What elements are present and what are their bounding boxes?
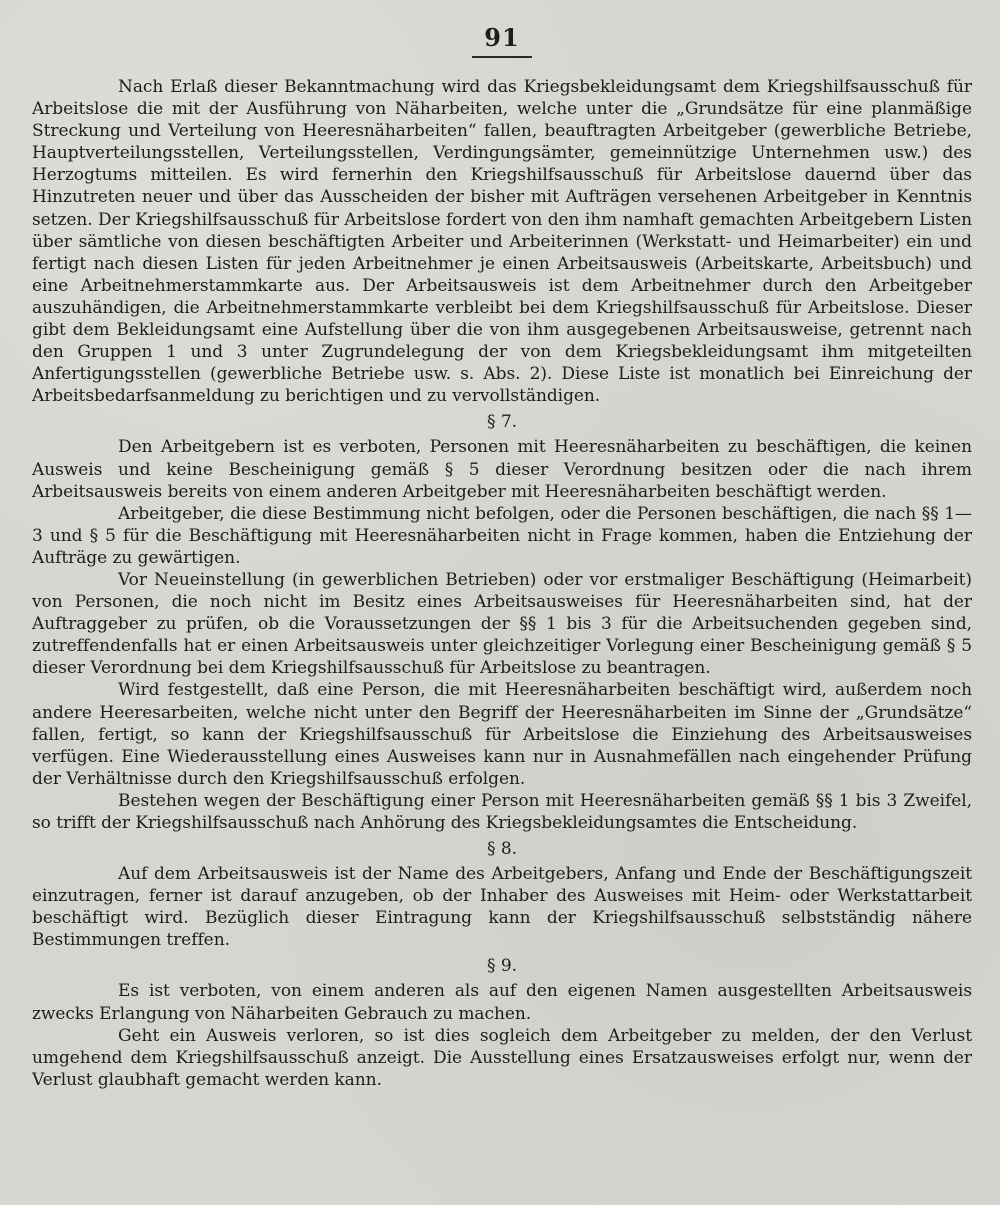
section-7-paragraph-2: Arbeitgeber, die diese Bestimmung nicht befolgen, oder die Personen beschäftigen, die nach §§ 1—3 und § 5 für die Beschäftigung mit Heeresnäharbeiten nicht in Frage kommen, haben die Entziehung der Aufträge zu gewärtigen.	[32, 503, 972, 568]
section-9-paragraph-2: Geht ein Ausweis verloren, so ist dies sogleich dem Arbeitgeber zu melden, der den Verlust umgehend dem Kriegshilfsausschuß anzeigt. Die Ausstellung eines Ersatzausweises erfolgt nur, wenn der Verlust glaubhaft gemacht werden kann.	[32, 1025, 972, 1090]
section-7-paragraph-1: Den Arbeitgebern ist es verboten, Personen mit Heeresnäharbeiten zu beschäftigen, die keinen Ausweis und keine Bescheinigung gemäß § 5 dieser Verordnung besitzen oder die nach ihrem Arbeitsausweis bereits von einem anderen Arbeitgeber mit Heeresnäharbeiten beschäftigt werden.	[32, 437, 972, 502]
page-header	[32, 24, 972, 64]
section-7-paragraph-3: Vor Neueinstellung (in gewerblichen Betrieben) oder vor erstmaliger Beschäftigung (Heimarbeit) von Personen, die noch nicht im Besitz eines Arbeitsausweises für Heeresnäharbeiten sind, hat der Auftraggeber zu prüfen, ob die Voraussetzungen der §§ 1 bis 3 für die Arbeitsuchenden gegeben sind, zutreffendenfalls hat er einen Arbeitsausweis unter gleichzeitiger Vorlegung einer Bescheinigung gemäß § 5 dieser Verordnung bei dem Kriegshilfsausschuß für Arbeitslose zu beantragen.	[32, 569, 972, 679]
section-8-title: § 8.	[487, 839, 517, 860]
section-9-title: § 9.	[487, 956, 517, 977]
section-8-paragraph-1: Auf dem Arbeitsausweis ist der Name des Arbeitgebers, Anfang und Ende der Beschäftigungszeit einzutragen, ferner ist darauf anzugeben, ob der Inhaber des Ausweises mit Heim- oder Werkstattarbeit beschäftigt wird. Bezüglich dieser Eintragung kann der Kriegshilfsausschuß selbstständig nähere Bestimmungen treffen.	[32, 864, 972, 951]
intro-paragraph: Nach Erlaß dieser Bekanntmachung wird das Kriegsbekleidungsamt dem Kriegshilfsausschuß für Arbeitslose die mit der Ausführung von Näharbeiten, welche unter die „Grundsätze für eine planmäßige Streckung und Verteilung von Heeresnäharbeiten“ fallen, beauftragten Arbeitgeber (gewerbliche Betriebe, Hauptverteilungsstellen, Verteilungsstellen, Verdingungsämter, gemeinnützige Unternehmen usw.) des Herzogtums mitteilen. Es wird fernerhin den Kriegshilfsausschuß für Arbeitslose dauernd über das Hinzutreten neuer und über das Ausscheiden der bisher mit Aufträgen versehenen Arbeitgeber in Kenntnis setzen. Der Kriegshilfsausschuß für Arbeitslose fordert von den ihm namhaft gemachten Arbeitgebern Listen über sämtliche von diesen beschäftigten Arbeiter und Arbeiterinnen (Werkstatt- und Heimarbeiter) ein und fertigt nach diesen Listen für jeden Arbeitnehmer je einen Arbeitsausweis (Arbeitskarte, Arbeitsbuch) und eine Arbeitnehmerstammkarte aus. Der Arbeitsausweis ist dem Arbeitnehmer durch den Arbeitgeber auszuhändigen, die Arbeitnehmerstammkarte verbleibt bei dem Kriegshilfsausschuß für Arbeitslose. Dieser gibt dem Bekleidungsamt eine Aufstellung über die von ihm ausgegebenen Arbeitsausweise, getrennt nach den Gruppen 1 und 3 unter Zugrundelegung der von dem Kriegsbekleidungsamt ihm mitgeteilten Anfertigungsstellen (gewerbliche Betriebe usw. s. Abs. 2). Diese Liste ist monatlich bei Einreichung der Arbeitsbedarfsanmeldung zu berichtigen und zu vervollständigen.	[32, 77, 972, 407]
document-content	[32, 76, 972, 1091]
page-number: 91	[472, 24, 531, 58]
section-7-paragraph-5: Bestehen wegen der Beschäftigung einer Person mit Heeresnäharbeiten gemäß §§ 1 bis 3 Zweifel, so trifft der Kriegshilfsausschuß nach Anhörung des Kriegsbekleidungsamtes die Entscheidung.	[32, 790, 972, 833]
section-9-paragraph-1: Es ist verboten, von einem anderen als auf den eigenen Namen ausgestellten Arbeitsausweis zwecks Erlangung von Näharbeiten Gebrauch zu machen.	[32, 981, 972, 1024]
section-7-paragraph-4: Wird festgestellt, daß eine Person, die mit Heeresnäharbeiten beschäftigt wird, außerdem noch andere Heeresarbeiten, welche nicht unter den Begriff der Heeresnäharbeiten im Sinne der „Grundsätze“ fallen, fertigt, so kann der Kriegshilfsausschuß für Arbeitslose die Einziehung des Arbeitsausweises verfügen. Eine Wiederausstellung eines Ausweises kann nur in Ausnahmefällen nach eingehender Prüfung der Verhältnisse durch den Kriegshilfsausschuß erfolgen.	[32, 680, 972, 789]
section-7-title: § 7.	[487, 412, 517, 433]
